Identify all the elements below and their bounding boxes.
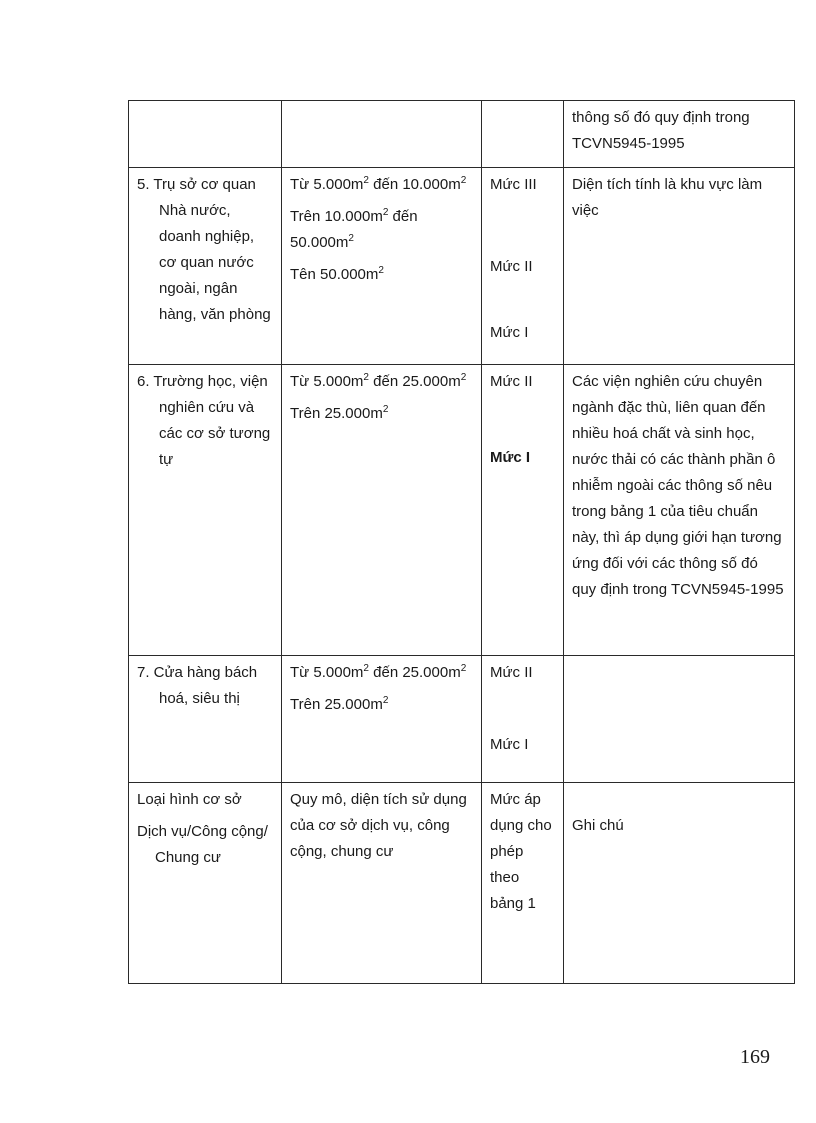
- note-cell: thông số đó quy định trong TCVN5945-1995: [564, 101, 795, 168]
- scale-item: Tên $50.000m^2$: [290, 265, 384, 283]
- header-text: Quy mô, diện tích sử dụng của cơ sở dịch vụ, công cộng, chung cư: [290, 791, 467, 860]
- table-row: [129, 168, 795, 365]
- note-cell: [564, 783, 795, 984]
- level-cell: [482, 783, 564, 984]
- scale-item: Từ $5.000m^2$ đến $10.000m^2$: [290, 175, 467, 193]
- level-cell: [482, 656, 564, 783]
- scale-cell: [282, 656, 482, 783]
- category-text: 6. Trường học, viện nghiên cứu và các cơ sở tương tự: [137, 373, 271, 468]
- level-item: Mức II: [490, 258, 533, 275]
- scale-item: Trên $10.000m^2$ đến $50.000m^2$: [290, 207, 418, 251]
- category-cell: [129, 168, 282, 365]
- header-text: Loại hình cơ sở: [137, 791, 242, 808]
- level-cell: [482, 365, 564, 656]
- level-item: Mức I: [490, 736, 529, 753]
- scale-cell: [282, 168, 482, 365]
- scale-item: Từ $5.000m^2$ đến $25.000m^2$: [290, 663, 467, 681]
- level-cell: [482, 168, 564, 365]
- level-item: Mức II: [490, 373, 533, 390]
- category-cell: [129, 101, 282, 168]
- table-row: [129, 656, 795, 783]
- category-cell: [129, 656, 282, 783]
- table-row: [129, 783, 795, 984]
- scale-cell: [282, 783, 482, 984]
- scale-item: Trên $25.000m^2$: [290, 695, 389, 713]
- level-item: Mức II: [490, 664, 533, 681]
- scale-cell: [282, 101, 482, 168]
- note-cell: Diện tích tính là khu vực làm việc: [564, 168, 795, 365]
- category-text: 5. Trụ sở cơ quan Nhà nước, doanh nghiệp, cơ quan nước ngoài, ngân hàng, văn phòng: [137, 176, 271, 323]
- scale-item: Trên $25.000m^2$: [290, 404, 389, 422]
- level-item: Mức I: [490, 324, 529, 341]
- level-item: Mức I: [490, 449, 531, 466]
- level-cell: [482, 101, 564, 168]
- category-cell: [129, 365, 282, 656]
- category-cell: [129, 783, 282, 984]
- header-text: Ghi chú: [572, 817, 624, 834]
- page-number: 169: [740, 1046, 770, 1068]
- category-text: 7. Cửa hàng bách hoá, siêu thị: [137, 664, 258, 707]
- note-cell: [564, 656, 795, 783]
- level-item: Mức III: [490, 176, 537, 193]
- scale-cell: [282, 365, 482, 656]
- scale-item: Từ $5.000m^2$ đến $25.000m^2$: [290, 372, 467, 390]
- header-text: Mức áp dụng cho phép theo bảng 1: [490, 791, 552, 912]
- note-cell: Các viện nghiên cứu chuyên ngành đặc thù, liên quan đến nhiều hoá chất và sinh học, nước thải có các thành phần ô nhiễm ngoài các thông số nêu trong bảng 1 của tiêu chuẩn này, thì áp dụng giới hạn tương ứng đối với các thông số đó quy định trong TCVN5945-1995: [564, 365, 795, 656]
- header-text: Dịch vụ/Công cộng/ Chung cư: [137, 823, 268, 866]
- table-row: [129, 365, 795, 656]
- table-row: [129, 101, 795, 168]
- regulation-table: [128, 100, 795, 984]
